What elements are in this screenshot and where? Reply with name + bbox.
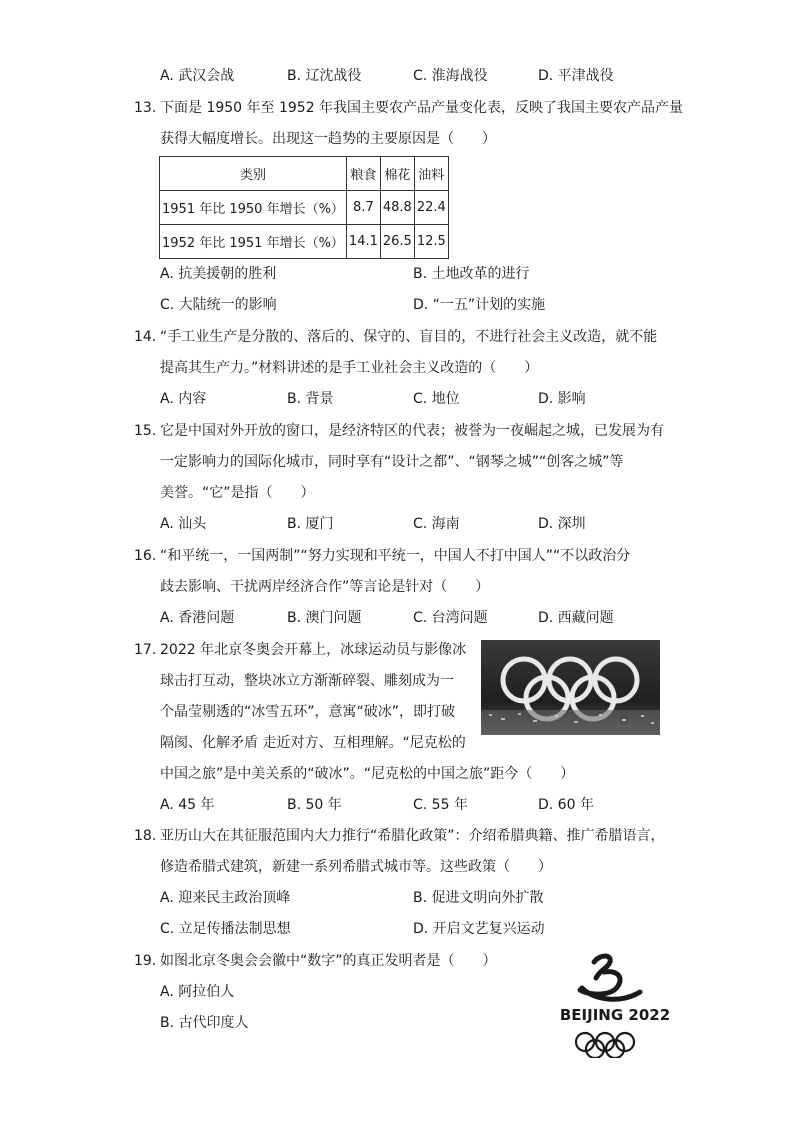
q17-option-c: C. 55 年 bbox=[413, 797, 468, 813]
q14-option-b: B. 背景 bbox=[287, 391, 334, 407]
q13-stem-line-1: 下面是 1950 年至 1952 年我国主要农产品产量变化表，反映了我国主要农产品产量 bbox=[160, 100, 684, 116]
table-row bbox=[160, 225, 449, 259]
q13-option-a: A. 抗美援朝的胜利 bbox=[160, 266, 277, 282]
q18-option-d: D. 开启文艺复兴运动 bbox=[413, 921, 545, 937]
q16-option-c: C. 台湾问题 bbox=[413, 610, 488, 626]
q13-option-c: C. 大陆统一的影响 bbox=[160, 297, 277, 313]
emblem-wordmark: BEIJING 2022 bbox=[560, 1006, 670, 1024]
olympic-rings-ice-photo bbox=[481, 640, 660, 735]
q14-option-c: C. 地位 bbox=[413, 391, 460, 407]
q18-option-a: A. 迎来民主政治顶峰 bbox=[160, 890, 291, 906]
q18-stem-line-2: 修造希腊式建筑，新建一系列希腊式城市等。这些政策（ ） bbox=[160, 859, 552, 875]
q17-option-d: D. 60 年 bbox=[538, 797, 594, 813]
table-cell: 1952 年比 1951 年增长（%） bbox=[160, 225, 347, 259]
header-cotton: 棉花 bbox=[380, 157, 414, 191]
table-row bbox=[160, 191, 449, 225]
q17-option-a: A. 45 年 bbox=[160, 797, 215, 813]
q18-option-b: B. 促进文明向外扩散 bbox=[413, 890, 544, 906]
q12-option-a: A. 武汉会战 bbox=[160, 68, 235, 84]
q14-option-a: A. 内容 bbox=[160, 391, 207, 407]
table-cell: 8.7 bbox=[346, 191, 380, 225]
table-header-row bbox=[160, 157, 449, 191]
q13-stem-line-2: 获得大幅度增长。出现这一趋势的主要原因是（ ） bbox=[160, 131, 496, 147]
table-cell: 22.4 bbox=[414, 191, 448, 225]
q13-number: 13. bbox=[134, 100, 157, 116]
q17-stem-line-1: 2022 年北京冬奥会开幕上，冰球运动员与影像冰 bbox=[160, 642, 467, 658]
q12-option-d: D. 平津战役 bbox=[538, 68, 614, 84]
q15-option-c: C. 海南 bbox=[413, 516, 460, 532]
table-cell: 26.5 bbox=[380, 225, 414, 259]
q15-number: 15. bbox=[134, 423, 157, 439]
q12-option-c: C. 淮海战役 bbox=[413, 68, 488, 84]
q18-stem-line-1: 亚历山大在其征服范围内大力推行“希腊化政策”：介绍希腊典籍、推广希腊语言， bbox=[160, 828, 665, 844]
q17-option-b: B. 50 年 bbox=[287, 797, 342, 813]
table-cell: 48.8 bbox=[380, 191, 414, 225]
q15-stem-line-2: 一定影响力的国际化城市，同时享有“设计之都”、“钢琴之城”“创客之城”等 bbox=[160, 454, 624, 470]
table-cell: 14.1 bbox=[346, 225, 380, 259]
q15-option-b: B. 厦门 bbox=[287, 516, 334, 532]
q16-stem-line-1: “和平统一，一国两制”“努力实现和平统一，中国人不打中国人”“不以政治分 bbox=[160, 548, 631, 564]
q19-option-b: B. 古代印度人 bbox=[160, 1015, 249, 1031]
q15-stem-line-3: 美誉。“它”是指（ ） bbox=[160, 485, 315, 501]
q17-stem-line-4: 隔阂、化解矛盾 走近对方、互相理解。“尼克松的 bbox=[160, 735, 466, 751]
header-grain: 粮食 bbox=[346, 157, 380, 191]
q16-option-d: D. 西藏问题 bbox=[538, 610, 614, 626]
production-table bbox=[159, 156, 449, 259]
beijing-2022-emblem bbox=[560, 948, 670, 1058]
q18-option-c: C. 立足传播法制思想 bbox=[160, 921, 291, 937]
q13-option-b: B. 土地改革的进行 bbox=[413, 266, 530, 282]
header-oil: 油料 bbox=[414, 157, 448, 191]
table-cell: 12.5 bbox=[414, 225, 448, 259]
q17-stem-line-5: 中国之旅”是中美关系的“破冰”。“尼克松的中国之旅”距今（ ） bbox=[160, 766, 575, 782]
q16-stem-line-2: 歧去影响、干扰两岸经济合作”等言论是针对（ ） bbox=[160, 579, 490, 595]
table-cell: 1951 年比 1950 年增长（%） bbox=[160, 191, 347, 225]
q17-number: 17. bbox=[134, 642, 157, 658]
q14-number: 14. bbox=[134, 329, 157, 345]
q19-option-a: A. 阿拉伯人 bbox=[160, 984, 235, 1000]
q16-option-b: B. 澳门问题 bbox=[287, 610, 362, 626]
q19-stem-line-1: 如图北京冬奥会会徽中“数字”的真正发明者是（ ） bbox=[160, 953, 497, 969]
header-category: 类别 bbox=[160, 157, 347, 191]
q14-stem-line-2: 提高其生产力。”材料讲述的是手工业社会主义改造的（ ） bbox=[160, 360, 539, 376]
q16-option-a: A. 香港问题 bbox=[160, 610, 235, 626]
q15-stem-line-1: 它是中国对外开放的窗口，是经济特区的代表；被誉为一夜崛起之城，已发展为有 bbox=[160, 423, 664, 439]
q17-stem-line-3: 个晶莹剔透的“冰雪五环”，意寓“破冰”，即打破 bbox=[160, 704, 456, 720]
ice-rings-image bbox=[481, 640, 660, 735]
q16-number: 16. bbox=[134, 548, 157, 564]
q15-option-a: A. 汕头 bbox=[160, 516, 207, 532]
winter-olympics-emblem-image bbox=[560, 948, 670, 1058]
q14-option-d: D. 影响 bbox=[538, 391, 586, 407]
q17-stem-line-2: 球击打互动，整块冰立方渐渐碎裂、雕刻成为一 bbox=[160, 673, 454, 689]
q13-option-d: D. “一五”计划的实施 bbox=[413, 297, 546, 313]
q14-stem-line-1: “手工业生产是分散的、落后的、保守的、盲目的，不进行社会主义改造，就不能 bbox=[160, 329, 658, 345]
q15-option-d: D. 深圳 bbox=[538, 516, 586, 532]
q19-number: 19. bbox=[134, 953, 157, 969]
q12-option-b: B. 辽沈战役 bbox=[287, 68, 362, 84]
q18-number: 18. bbox=[134, 828, 157, 844]
